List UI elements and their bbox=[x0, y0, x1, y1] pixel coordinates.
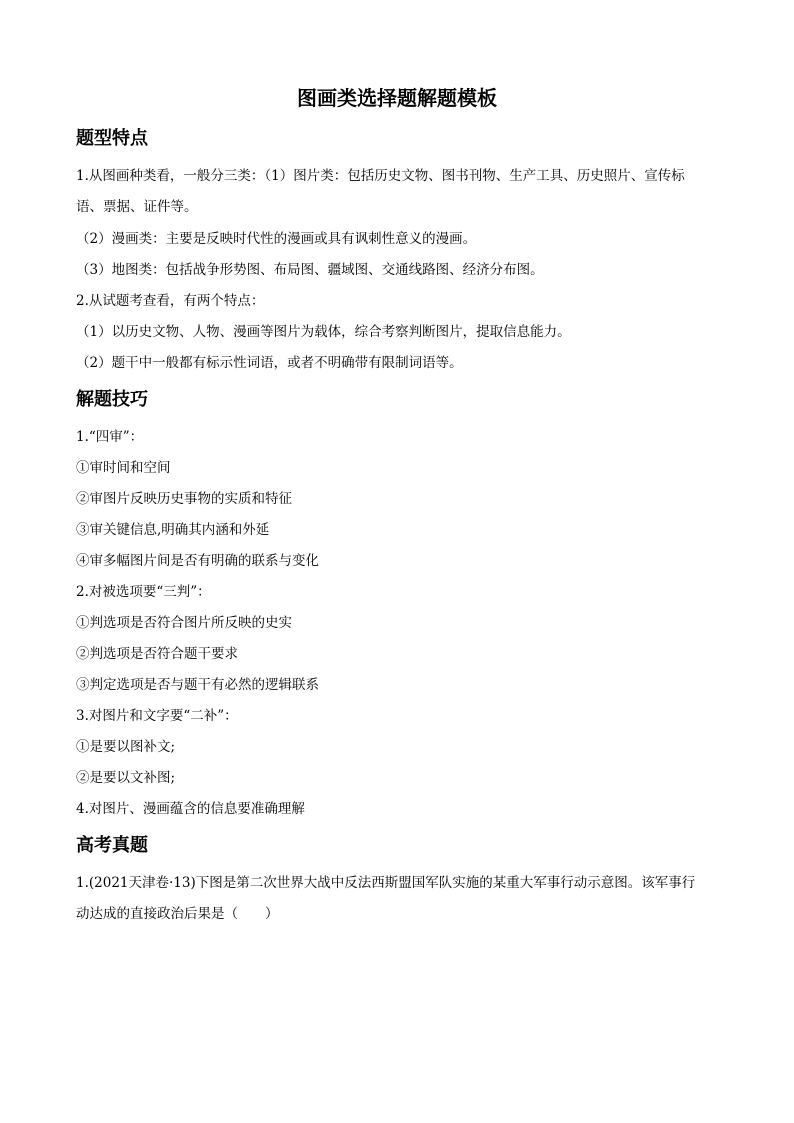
features-line-5: 2.从试题考查看，有两个特点： bbox=[76, 293, 265, 309]
skills-line-4: ③审关键信息,明确其内涵和外延 bbox=[76, 522, 270, 538]
features-line-7: （2）题干中一般都有标示性词语，或者不明确带有限制词语等。 bbox=[76, 355, 463, 371]
section-heading-features: 题型特点 bbox=[76, 128, 148, 149]
features-line-3: （2）漫画类：主要是反映时代性的漫画或具有讽刺性意义的漫画。 bbox=[76, 231, 477, 247]
skills-line-7: ①判选项是否符合图片所反映的史实 bbox=[76, 615, 292, 631]
skills-line-9: ③判定选项是否与题干有必然的逻辑联系 bbox=[76, 677, 319, 693]
features-line-4: （3）地图类：包括战争形势图、布局图、疆域图、交通线路图、经济分布图。 bbox=[76, 262, 544, 278]
section-heading-skills: 解题技巧 bbox=[76, 389, 148, 410]
exam-line-2: 动达成的直接政治后果是（ ） bbox=[76, 906, 279, 922]
features-line-1: 1.从图画种类看，一般分三类：（1）图片类：包括历史文物、图书刊物、生产工具、历史照片、宣传标 bbox=[76, 168, 685, 184]
skills-line-13: 4.对图片、漫画蕴含的信息要准确理解 bbox=[76, 801, 305, 817]
exam-line-1: 1.(2021天津卷·13)下图是第二次世界大战中反法西斯盟国军队实施的某重大军事行动示意图。该军事行 bbox=[76, 875, 696, 891]
section-heading-exam: 高考真题 bbox=[76, 835, 148, 856]
skills-line-8: ②判选项是否符合题干要求 bbox=[76, 646, 238, 662]
features-line-2: 语、票据、证件等。 bbox=[76, 199, 198, 215]
skills-line-5: ④审多幅图片间是否有明确的联系与变化 bbox=[76, 553, 319, 569]
skills-line-3: ②审图片反映历史事物的实质和特征 bbox=[76, 491, 292, 507]
skills-line-1: 1.“四审”： bbox=[76, 429, 144, 445]
skills-line-12: ②是要以文补图; bbox=[76, 770, 176, 786]
skills-line-2: ①审时间和空间 bbox=[76, 460, 171, 476]
features-line-6: （1）以历史文物、人物、漫画等图片为载体，综合考察判断图片，提取信息能力。 bbox=[76, 324, 571, 340]
skills-line-6: 2.对被选项要“三判”： bbox=[76, 584, 211, 600]
skills-line-10: 3.对图片和文字要“二补”： bbox=[76, 708, 238, 724]
skills-line-11: ①是要以图补文; bbox=[76, 739, 176, 755]
document-title: 图画类选择题解题模板 bbox=[297, 86, 497, 110]
